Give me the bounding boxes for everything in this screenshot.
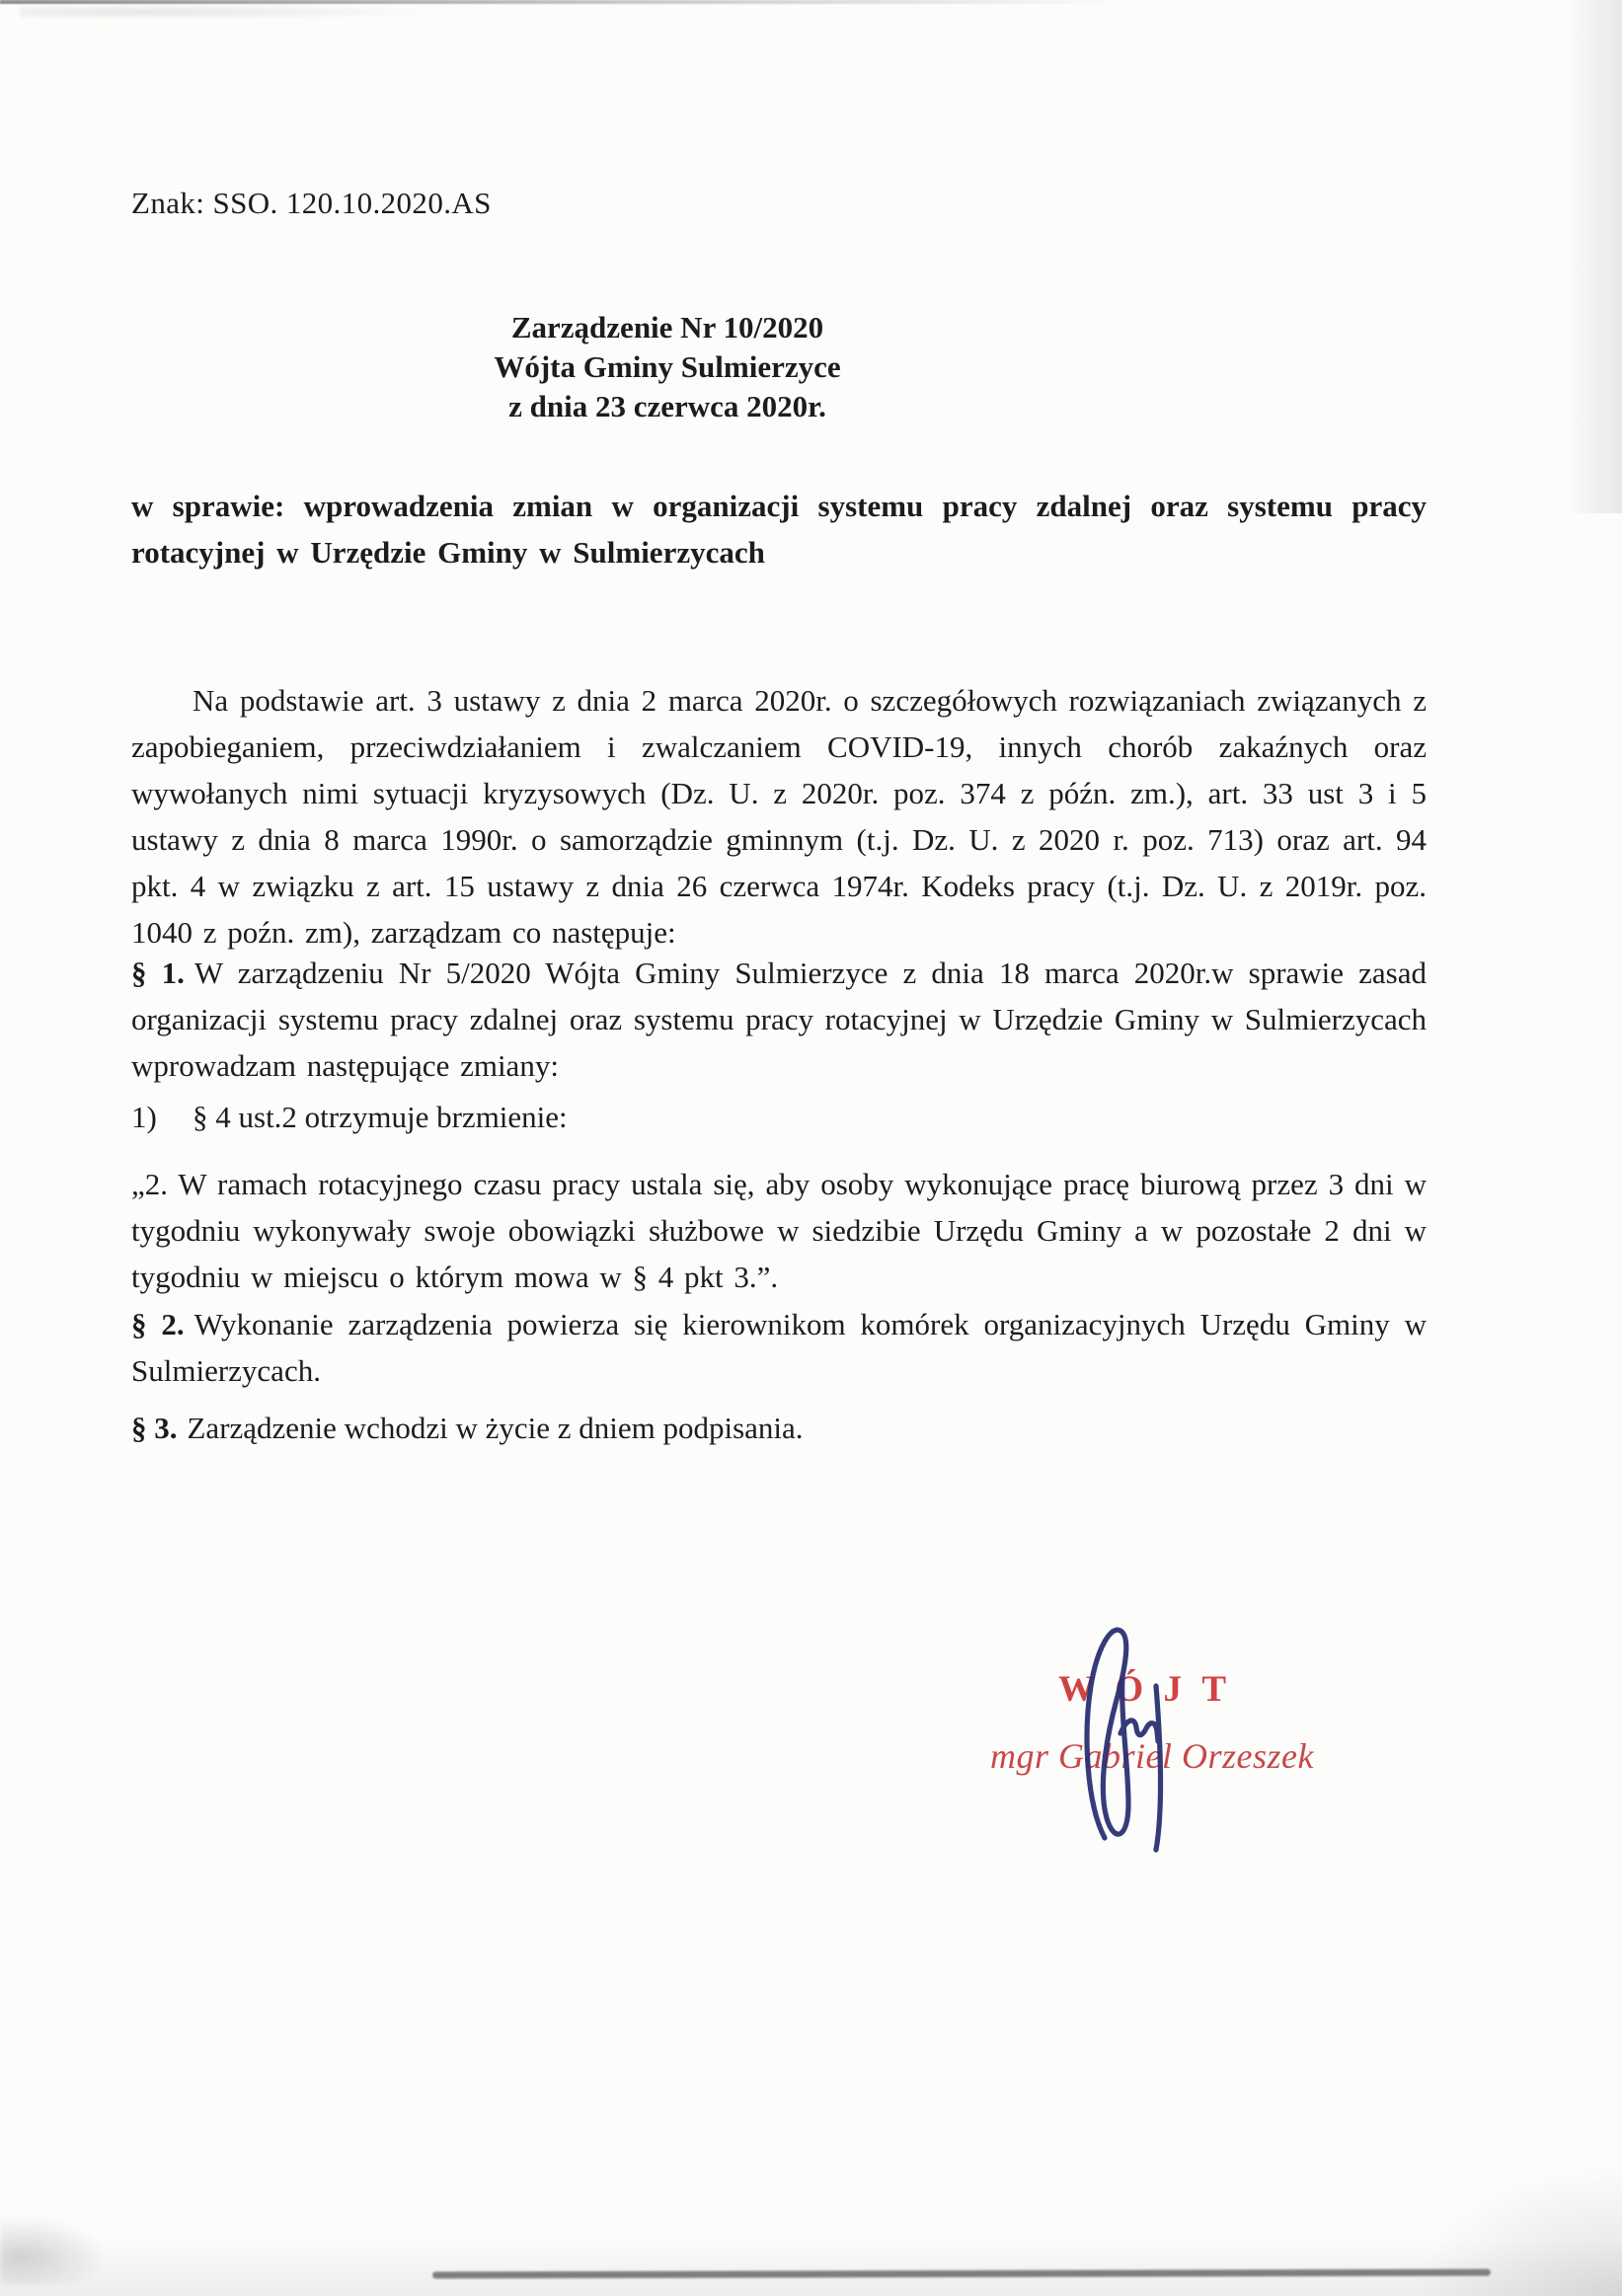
reference-number: Znak: SSO. 120.10.2020.AS [131, 186, 492, 220]
quoted-provision-paragraph: „2. W ramach rotacyjnego czasu pracy ustala się, aby osoby wykonujące pracę biurową przez 3 dni w tygodniu wykonywały swoje obowiązki służbowe w siedzibie Urzędu Gminy a w pozostałe 2 dni w tygodniu w miejscu o którym mowa w § 4 pkt 3.”. [131, 1167, 1427, 1294]
title-line-date: z dnia 23 czerwca 2020r. [508, 389, 826, 423]
title-line-ordinance-number: Zarządzenie Nr 10/2020 [510, 310, 824, 344]
section-3-paragraph [131, 1405, 1427, 1451]
section-2-text: Wykonanie zarządzenia powierza się kierownikom komórek organizacyjnych Urzędu Gminy w Sulmierzycach. [131, 1307, 1427, 1388]
scan-artifact-bottom-edge [432, 2269, 1491, 2279]
wojt-stamp-signer-name: mgr Gabriel Orzeszek [990, 1736, 1314, 1776]
section-2-paragraph [131, 1301, 1427, 1394]
amendment-list-item [131, 1094, 1427, 1140]
subject-line: w sprawie: wprowadzenia zmian w organizacji systemu pracy zdalnej oraz systemu pracy rotacyjnej w Urzędzie Gminy w Sulmierzycach [131, 489, 1427, 570]
section-1-text: W zarządzeniu Nr 5/2020 Wójta Gminy Sulmierzyce z dnia 18 marca 2020r.w sprawie zasad organizacji systemu pracy zdalnej oraz systemu pracy rotacyjnej w Urzędzie Gminy w Sulmierzycach wprowadzam następujące zmiany: [131, 956, 1428, 1083]
scan-artifact-top-smudge [20, 4, 444, 20]
section-3-text: Zarządzenie wchodzi w życie z dniem podpisania. [187, 1411, 804, 1445]
handwritten-signature-icon [1071, 1617, 1185, 1854]
legal-basis-paragraph: Na podstawie art. 3 ustawy z dnia 2 marca 2020r. o szczegółowych rozwiązaniach związanych z zapobieganiem, przeciwdziałaniem i zwalczaniem COVID-19, innych chorób zakaźnych oraz wywołanych nimi sytuacji kryzysowych (Dz. U. z 2020r. poz. 374 z późn. zm.), art. 33 ust 3 i 5 ustawy z dnia 8 marca 1990r. o samorządzie gminnym (t.j. Dz. U. z 2020 r. poz. 713) oraz art. 94 pkt. 4 w związku z art. 15 ustawy z dnia 26 czerwca 1974r. Kodeks pracy (t.j. Dz. U. z 2019r. poz. 1040 z poźn. zm), zarządzam co następuje: [131, 683, 1427, 950]
section-3-symbol: § 3. [131, 1411, 178, 1445]
document-title [296, 308, 1039, 426]
scan-artifact-bottom-smudge [0, 2239, 1622, 2296]
scan-artifact-top-edge [0, 0, 1120, 4]
section-1-paragraph [131, 950, 1427, 1089]
scan-artifact-right-edge [1563, 0, 1622, 513]
scan-artifact-right-bottom [1415, 2168, 1622, 2296]
section-1-symbol: § 1. [131, 956, 185, 990]
section-2-symbol: § 2. [131, 1307, 185, 1341]
scan-artifact-left-bottom [0, 2215, 109, 2284]
amendment-item-marker: 1) [131, 1100, 157, 1134]
wojt-stamp-title: WÓJT [1058, 1669, 1247, 1710]
title-line-issuer: Wójta Gminy Sulmierzyce [494, 349, 841, 384]
amendment-item-text: § 4 ust.2 otrzymuje brzmienie: [193, 1100, 568, 1134]
